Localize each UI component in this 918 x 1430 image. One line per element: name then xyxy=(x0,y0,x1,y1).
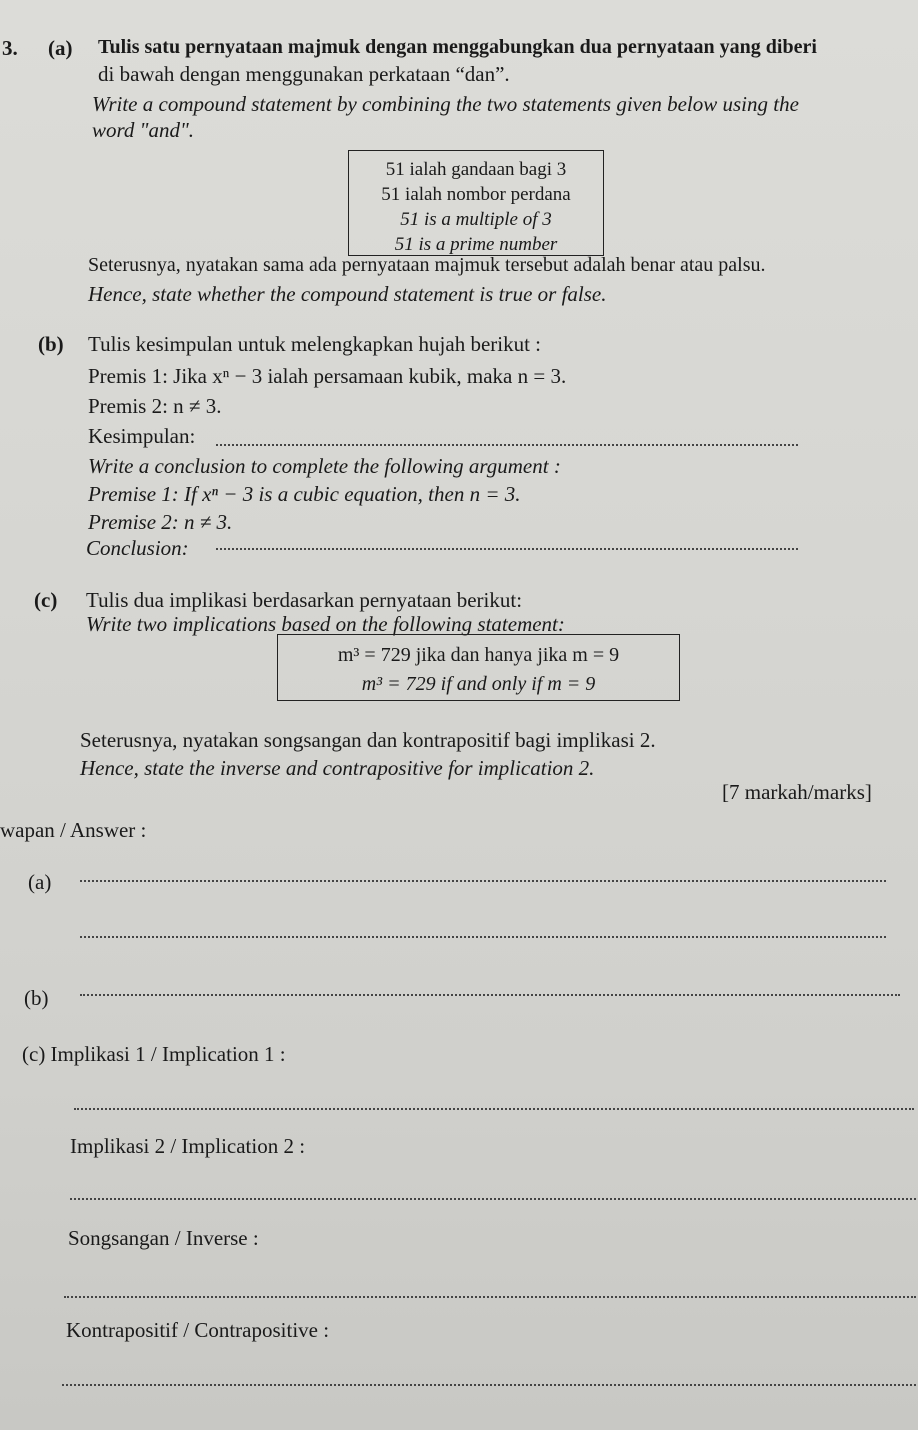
part-b-en-conclusion-label: Conclusion: xyxy=(86,536,189,560)
part-b-ms-premise2: Premis 2: n ≠ 3. xyxy=(88,394,222,418)
statement-ms-2: 51 ialah nombor perdana xyxy=(381,184,571,205)
part-a-ms-line2: di bawah dengan menggunakan perkataan “dan”. xyxy=(98,62,510,86)
part-b-ms-conclusion-line[interactable] xyxy=(216,444,798,446)
part-c-en-after: Hence, state the inverse and contrapositive for implication 2. xyxy=(80,756,595,780)
answer-b-line[interactable] xyxy=(80,994,900,996)
part-a-en-line1: Write a compound statement by combining the two statements given below using the xyxy=(92,92,799,116)
statement-box-c xyxy=(277,634,680,701)
part-b-en-intro: Write a conclusion to complete the following argument : xyxy=(88,454,561,478)
answer-c-impl1-line[interactable] xyxy=(74,1108,914,1110)
part-a-ms-after: Seterusnya, nyatakan sama ada pernyataan majmuk tersebut adalah benar atau palsu. xyxy=(88,254,766,276)
answer-a-line-2[interactable] xyxy=(80,936,886,938)
part-c-ms-after: Seterusnya, nyatakan songsangan dan kontrapositif bagi implikasi 2. xyxy=(80,728,656,752)
answer-impl2-line[interactable] xyxy=(70,1198,916,1200)
answer-contrapositive-line[interactable] xyxy=(62,1384,916,1386)
part-b-en-premise2: Premise 2: n ≠ 3. xyxy=(88,510,233,534)
answer-b-label: (b) xyxy=(24,986,49,1010)
answer-contrapositive-label: Kontrapositif / Contrapositive : xyxy=(66,1318,330,1342)
part-b-ms-premise1: Premis 1: Jika xⁿ − 3 ialah persamaan kubik, maka n = 3. xyxy=(88,364,567,388)
statement-c-ms: m³ = 729 jika dan hanya jika m = 9 xyxy=(337,644,620,666)
statement-c-en: m³ = 729 if and only if m = 9 xyxy=(361,673,596,695)
part-a-ms-line1: Tulis satu pernyataan majmuk dengan menggabungkan dua pernyataan yang diberi xyxy=(98,36,817,58)
answer-a-line-1[interactable] xyxy=(80,880,886,882)
statement-en-2: 51 is a prime number xyxy=(394,234,558,255)
part-b-en-conclusion-line[interactable] xyxy=(216,548,798,550)
part-a-en-after: Hence, state whether the compound statement is true or false. xyxy=(88,282,607,306)
question-number: 3. xyxy=(2,36,18,60)
answer-impl2-label: Implikasi 2 / Implication 2 : xyxy=(70,1134,306,1158)
part-b-label: (b) xyxy=(38,332,64,356)
marks: [7 markah/marks] xyxy=(722,780,872,804)
answer-c-impl1-label: (c) Implikasi 1 / Implication 1 : xyxy=(22,1042,286,1066)
part-c-en-intro: Write two implications based on the following statement: xyxy=(86,612,565,636)
statement-box-a xyxy=(348,150,604,256)
part-a-label: (a) xyxy=(48,36,73,60)
statement-ms-1: 51 ialah gandaan bagi 3 xyxy=(385,159,567,180)
answer-inverse-line[interactable] xyxy=(64,1296,916,1298)
answer-a-label: (a) xyxy=(28,870,52,894)
part-b-en-premise1: Premise 1: If xⁿ − 3 is a cubic equation, then n = 3. xyxy=(88,482,521,506)
answer-inverse-label: Songsangan / Inverse : xyxy=(68,1226,259,1250)
part-c-label: (c) xyxy=(34,588,58,612)
part-c-ms-intro: Tulis dua implikasi berdasarkan pernyataan berikut: xyxy=(86,588,523,612)
part-a-en-line2: word "and". xyxy=(92,118,195,142)
part-b-ms-conclusion-label: Kesimpulan: xyxy=(88,424,196,448)
answer-heading: wapan / Answer : xyxy=(0,818,147,842)
part-b-ms-intro: Tulis kesimpulan untuk melengkapkan hujah berikut : xyxy=(88,332,542,356)
statement-en-1: 51 is a multiple of 3 xyxy=(400,209,552,230)
